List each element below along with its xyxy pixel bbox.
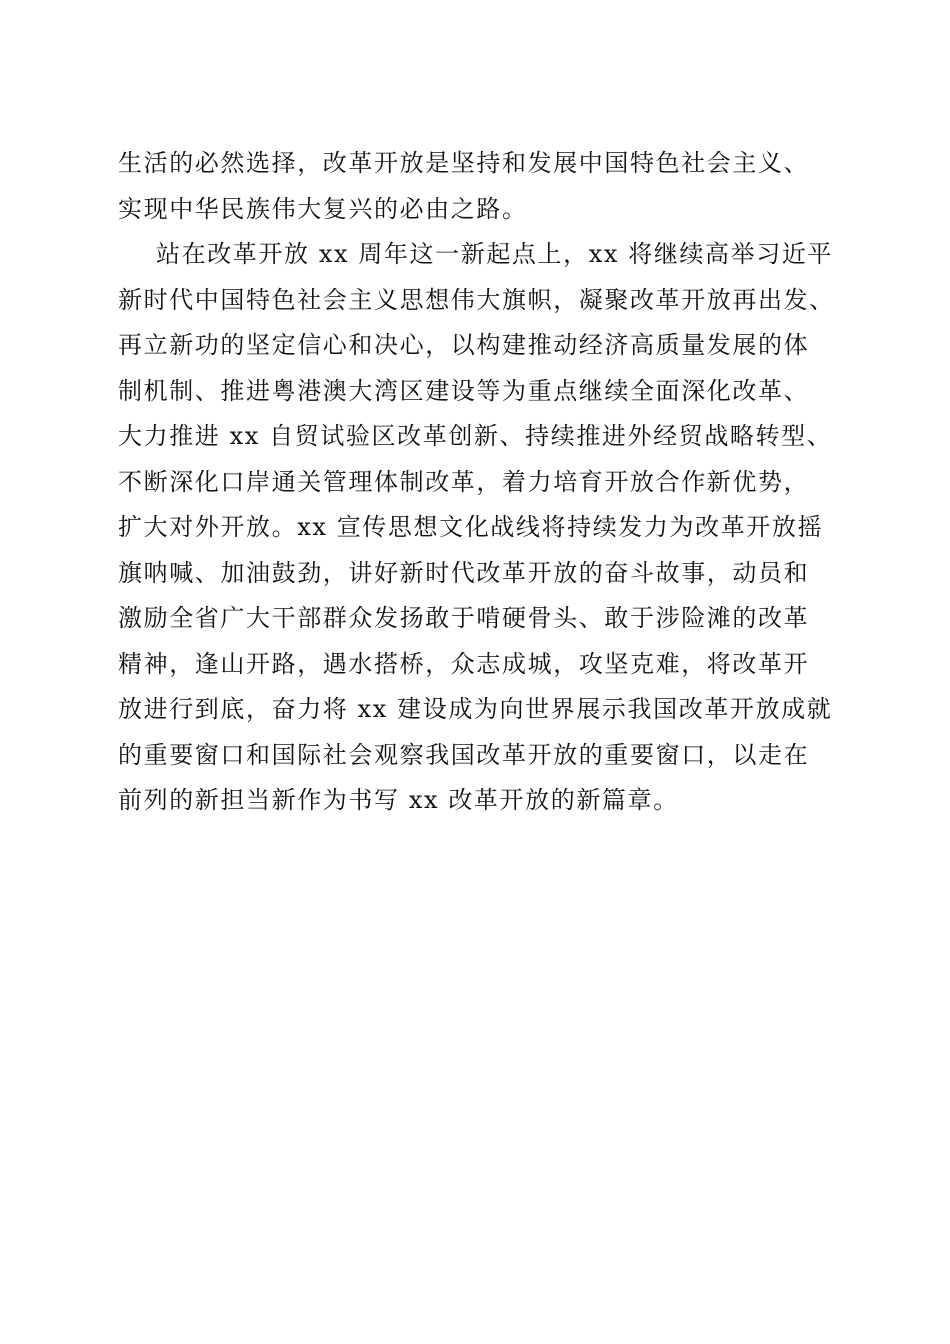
text-line: 激励全省广大干部群众发扬敢于啃硬骨头、敢于涉险滩的改革	[118, 604, 810, 632]
text-line: 旗呐喊、加油鼓劲，讲好新时代改革开放的奋斗故事，动员和	[118, 558, 810, 587]
text-line: 再立新功的坚定信心和决心，以构建推动经济高质量发展的体	[118, 331, 810, 359]
text-line: 放进行到底，奋力将 xx 建设成为向世界展示我国改革开放成就	[118, 695, 833, 723]
document-body	[118, 141, 838, 824]
text-line: 的重要窗口和国际社会观察我国改革开放的重要窗口，以走在	[118, 740, 810, 769]
text-line-first: 站在改革开放 xx 周年这一新起点上，xx 将继续高举习近平	[156, 240, 834, 268]
text-line: 实现中华民族伟大复兴的必由之路。	[118, 194, 528, 223]
paragraph	[118, 232, 838, 824]
text-line: 生活的必然选择，改革开放是坚持和发展中国特色社会主义、	[118, 149, 810, 177]
text-line: 制机制、推进粤港澳大湾区建设等为重点继续全面深化改革、	[118, 376, 810, 405]
text-line: 前列的新担当新作为书写 xx 改革开放的新篇章。	[118, 786, 679, 814]
text-line: 新时代中国特色社会主义思想伟大旗帜，凝聚改革开放再出发、	[118, 285, 835, 314]
text-line: 扩大对外开放。xx 宣传思想文化战线将持续发力为改革开放摇	[118, 513, 824, 541]
text-line: 不断深化口岸通关管理体制改革，着力培育开放合作新优势，	[118, 467, 810, 496]
paragraph	[118, 141, 838, 232]
text-line: 大力推进 xx 自贸试验区改革创新、持续推进外经贸战略转型、	[118, 422, 833, 450]
text-line: 精神，逢山开路，遇水搭桥，众志成城，攻坚克难，将改革开	[118, 649, 810, 678]
